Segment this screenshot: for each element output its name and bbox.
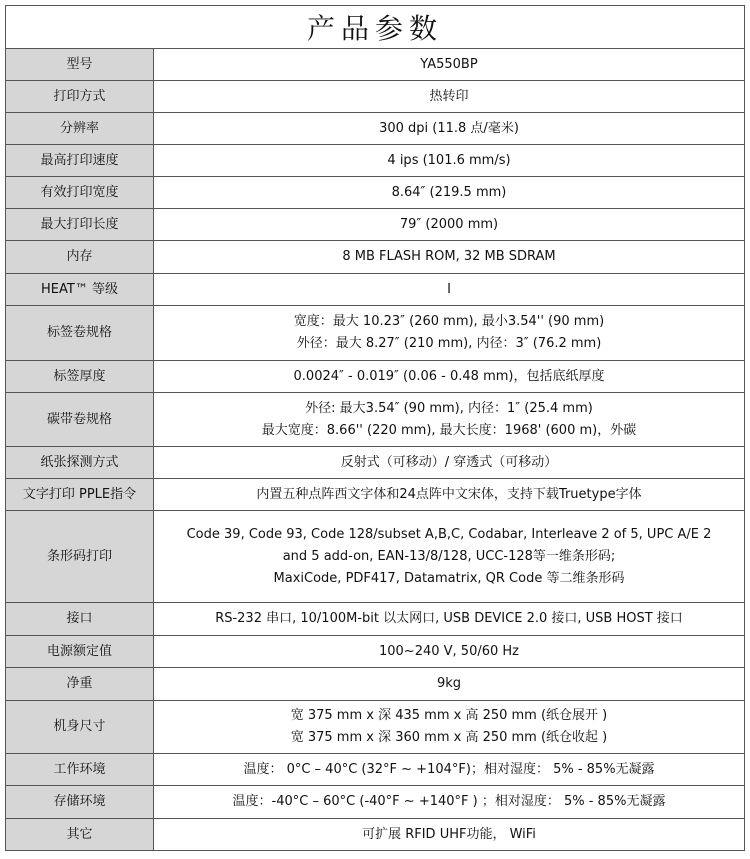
spec-value [154,668,745,701]
spec-row [6,49,745,81]
spec-value [154,636,745,668]
spec-value [154,361,745,393]
page-title: 产品参数 [5,5,745,48]
spec-value-line: 4 ips (101.6 mm/s) [387,152,511,168]
spec-value-line: Code 39, Code 93, Code 128/subset A,B,C, Codabar, Interleave 2 of 5, UPC A/E 2 [186,526,712,542]
spec-row [6,603,745,636]
spec-value-line: 最大宽度：8.66'' (220 mm), 最大长度：1968' (600 m)，外碳 [261,422,637,438]
spec-value-line: 79″ (2000 mm) [399,216,499,232]
spec-label: 文字打印 PPLE指令 [6,479,154,511]
spec-label: 电源额定值 [6,636,154,668]
spec-label: 工作环境 [6,754,154,786]
spec-value-line: 温度：-40°C – 60°C (-40°F ~ +140°F ) ；相对湿度： 5% - 85%无凝露 [232,794,666,809]
spec-row [6,361,745,393]
spec-label: 机身尺寸 [6,701,154,754]
spec-value [154,81,745,113]
spec-value [154,754,745,786]
spec-label: HEAT™ 等级 [6,274,154,306]
spec-row [6,447,745,479]
spec-value-line: 外径：最大 8.27″ (210 mm), 内径：3″ (76.2 mm) [296,336,602,351]
spec-value [154,786,745,819]
spec-row [6,306,745,361]
spec-value-line: YA550BP [420,56,478,72]
spec-value-line: 外径: 最大3.54″ (90 mm), 内径：1″ (25.4 mm) [305,400,593,416]
spec-value [154,393,745,447]
spec-label: 标签厚度 [6,361,154,393]
spec-row [6,393,745,447]
spec-row [6,819,745,851]
spec-value-line: 300 dpi (11.8 点/毫米) [379,120,519,136]
spec-row [6,145,745,177]
spec-value [154,511,745,603]
spec-value-line: 宽度：最大 10.23″ (260 mm), 最小3.54'' (90 mm) [293,314,605,329]
spec-value [154,177,745,209]
spec-value [154,701,745,754]
spec-value-line: 宽 375 mm x 深 435 mm x 高 250 mm (纸仓展开 ) [290,708,608,723]
spec-table-body [6,49,745,851]
spec-value-line: and 5 add-on, EAN-13/8/128, UCC-128等一维条形码; [282,548,616,564]
spec-value [154,241,745,274]
spec-label: 条形码打印 [6,511,154,603]
spec-row [6,668,745,701]
spec-sheet [5,5,745,851]
spec-value [154,447,745,479]
spec-value-line: 8.64″ (219.5 mm) [391,184,507,200]
spec-value-line: 100~240 V, 50/60 Hz [378,643,519,659]
spec-label: 型号 [6,49,154,81]
spec-value-line: I [447,281,451,297]
spec-row [6,177,745,209]
spec-value [154,113,745,145]
spec-row [6,786,745,819]
spec-row [6,81,745,113]
spec-value [154,145,745,177]
spec-row [6,636,745,668]
spec-label: 内存 [6,241,154,274]
spec-label: 碳带卷规格 [6,393,154,447]
spec-row [6,701,745,754]
spec-table [5,48,745,851]
spec-row [6,113,745,145]
spec-label: 打印方式 [6,81,154,113]
spec-label: 有效打印宽度 [6,177,154,209]
spec-row [6,209,745,241]
spec-label: 纸张探测方式 [6,447,154,479]
spec-value-line: 热转印 [429,88,469,104]
spec-label: 最大打印长度 [6,209,154,241]
spec-value-line: 9kg [436,676,462,691]
spec-value [154,49,745,81]
spec-value [154,603,745,636]
spec-value-line: RS-232 串口, 10/100M-bit 以太网口, USB DEVICE 2.0 接口, USB HOST 接口 [215,611,683,626]
spec-row [6,479,745,511]
spec-label: 净重 [6,668,154,701]
spec-row [6,241,745,274]
spec-row [6,274,745,306]
spec-label: 分辨率 [6,113,154,145]
spec-value-line: 可扩展 RFID UHF功能， WiFi [362,826,536,842]
spec-value-line: 宽 375 mm x 深 360 mm x 高 250 mm (纸仓收起 ) [290,730,608,745]
spec-value-line: 温度： 0°C – 40°C (32°F ~ +104°F)；相对湿度： 5% - 85%无凝露 [243,761,655,777]
spec-value [154,209,745,241]
spec-label: 标签卷规格 [6,306,154,361]
spec-value-line: 0.0024″ - 0.019″ (0.06 - 0.48 mm)，包括底纸厚度 [293,368,605,384]
spec-label: 最高打印速度 [6,145,154,177]
spec-value [154,274,745,306]
spec-label: 其它 [6,819,154,851]
spec-value [154,479,745,511]
spec-value-line: MaxiCode, PDF417, Datamatrix, QR Code 等二维条形码 [273,570,625,586]
spec-label: 接口 [6,603,154,636]
spec-value [154,306,745,361]
spec-value-line: 内置五种点阵西文字体和24点阵中文宋体，支持下载Truetype字体 [256,486,642,502]
spec-label: 存储环境 [6,786,154,819]
spec-row [6,511,745,603]
spec-row [6,754,745,786]
spec-value-line: 8 MB FLASH ROM, 32 MB SDRAM [342,249,556,264]
spec-value [154,819,745,851]
spec-value-line: 反射式（可移动）/ 穿透式（可移动） [340,454,558,470]
